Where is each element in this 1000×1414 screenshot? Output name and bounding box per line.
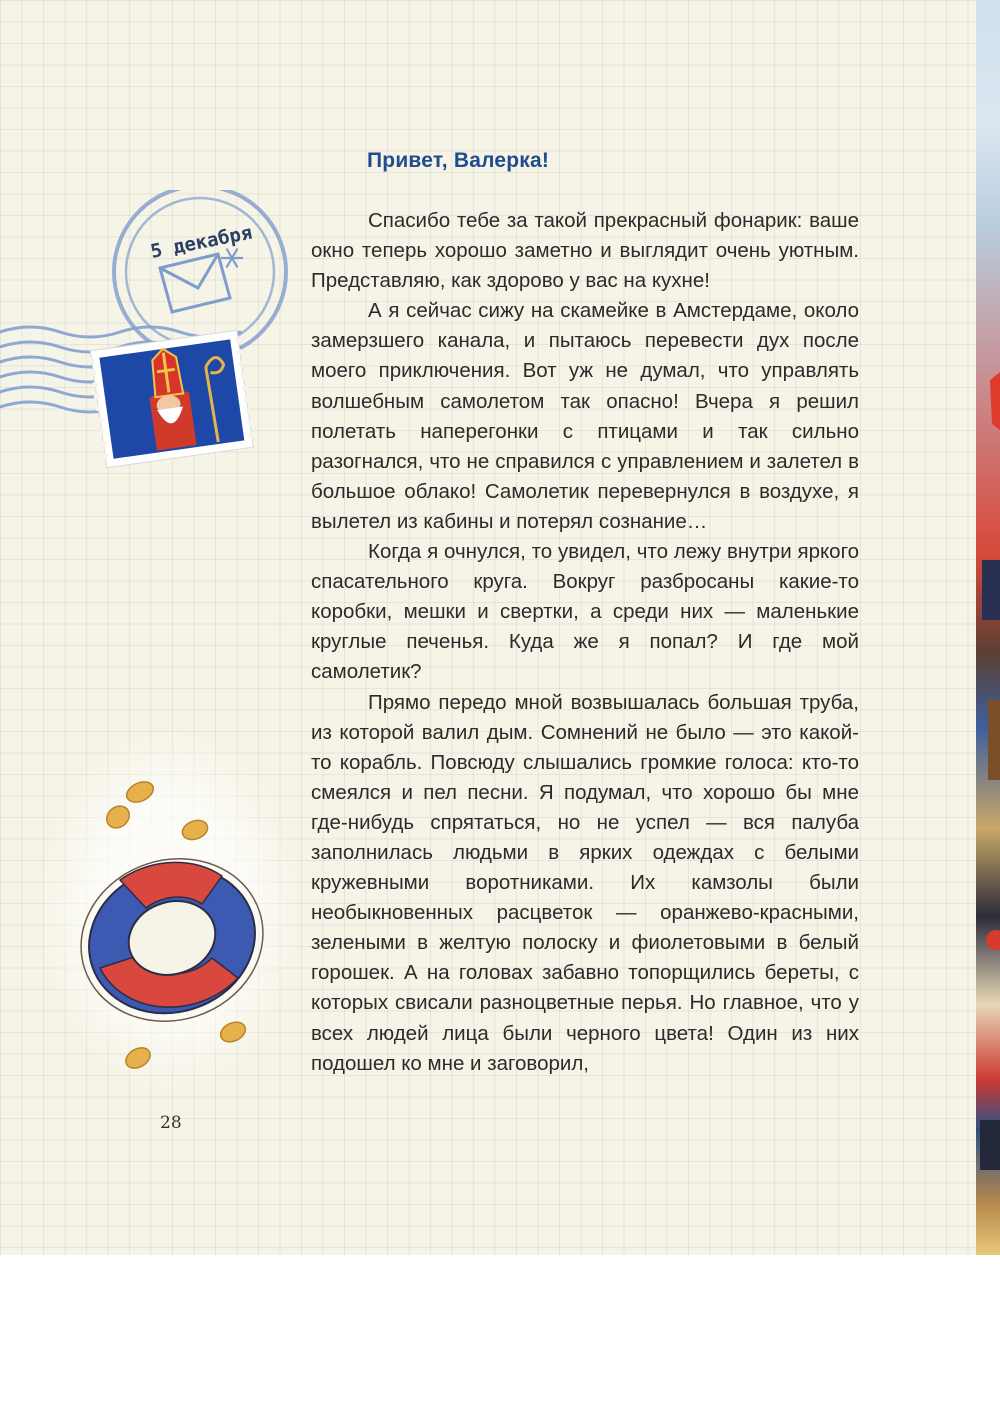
letter-paragraph: Спасибо тебе за такой прекрасный фонарик: ваше окно теперь хорошо заметно и выглядит очень уютным. Представляю, как здорово у вас на кухне! (311, 209, 859, 293)
letter-paragraph: А я сейчас сижу на скамейке в Амстердаме, около замерзшего канала, и пытаюсь перевести дух после моего приключения. Вот уж не думал, что управлять волшебным самолетом так опасно! Вчера я решил полетать наперегонки с птицами и так сильно разогнался, что не справился с управлением и залетел в большое облако! Самолетик перевернулся в воздухе, я вылетел из кабины и потерял сознание… (311, 299, 859, 533)
letter-paragraph: Когда я очнулся, то увидел, что лежу внутри яркого спасательного круга. Вокруг разбросаны какие-то коробки, мешки и свертки, а среди них — маленькие круглые печенья. Куда же я попал? И где мой самолетик? (311, 540, 859, 684)
sinterklaas-stamp (87, 330, 256, 468)
letter-paragraph: Прямо передо мной возвышалась большая труба, из которой валил дым. Сомнений не было — это какой-то корабль. Повсюду слышались громкие голоса: кто-то смеялся и пел песни. Я подумал, что хорошо бы мне где-нибудь спрятаться, но не успел — вся палуба заполнилась людьми в ярких одеждах с белыми кружевными воротниками. Их камзолы были необыкновенных расцветок — оранжево-красными, зелеными в желтую полоску и фиолетовыми в белый горошек. А на головах забавно топорщились береты, с которых свисали разноцветные перья. Но главное, что у всех людей лица были черного цвета! Один из них подошел ко мне и заговорил, (311, 690, 859, 1075)
letter-greeting: Привет, Валерка! (367, 149, 550, 172)
edge-illustration-icon (976, 0, 1000, 1255)
postmark-circle (114, 190, 286, 358)
postmark-date: 5 декабря (148, 221, 255, 263)
postmark (0, 190, 300, 480)
illustration-edge-strip (976, 0, 1000, 1255)
lifebuoy-icon (60, 835, 270, 1044)
letter-body (311, 206, 859, 1079)
lifebuoy-with-cookies (60, 770, 270, 1080)
page-number: 28 (160, 1113, 182, 1133)
